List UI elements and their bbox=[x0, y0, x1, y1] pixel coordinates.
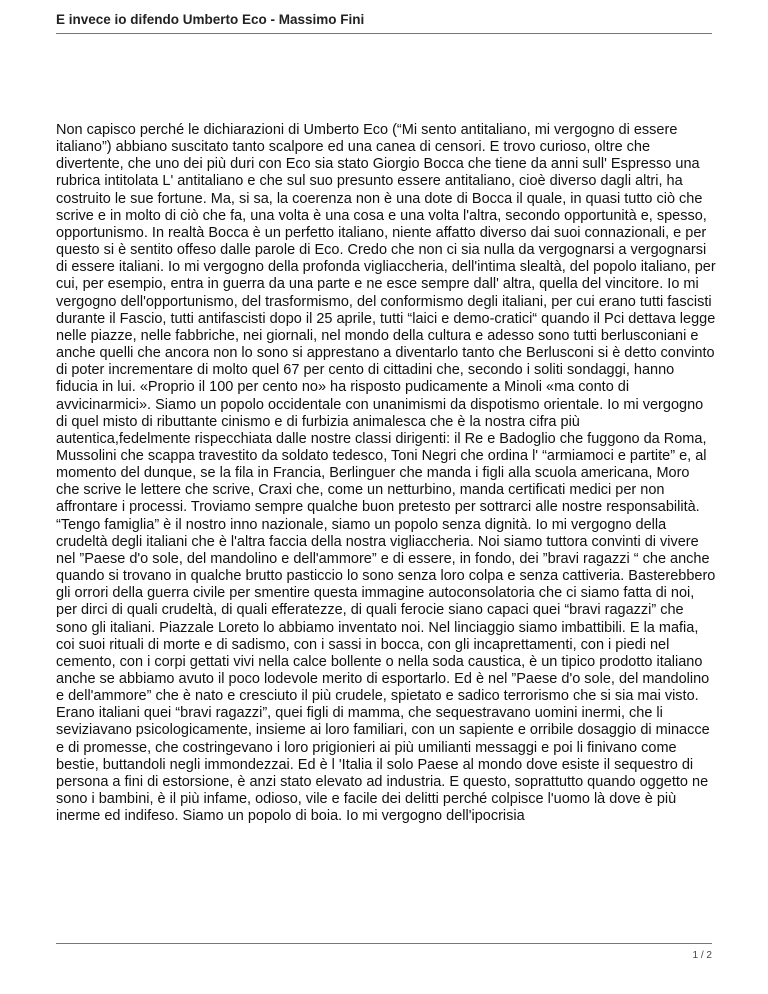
article-paragraph: Non capisco perché le dichiarazioni di Umberto Eco (“Mi sento antitaliano, mi vergogno di essere italiano”) abbiano suscitato tanto scalpore ed una canea di censori. E trovo curioso, oltre che divertente, che uno dei più duri con Eco sia stato Giorgio Bocca che tiene da anni sull' Espresso una rubrica intitolata L' antitaliano e che sul suo presunto essere antitaliano, cioè diverso dagli altri, ha costruito le sue fortune. Ma, si sa, la coerenza non è una dote di Bocca il quale, in quasi tutto ciò che scrive e in molto di ciò che fa, una volta è una cosa e una volta l'altra, secondo opportunità e, spesso, opportunismo. In realtà Bocca è un perfetto italiano, niente affatto diverso dai suoi connazionali, e per questo si è sentito offeso dalle parole di Eco. Credo che non ci sia nulla da vergognarsi a vergognarsi di essere italiani. Io mi vergogno della profonda vigliaccheria, dell'intima slealtà, del popolo italiano, per cui, per esempio, entra in guerra da una parte e ne esce sempre dall' altra, quella del vincitore. Io mi vergogno dell'opportunismo, del trasformismo, del conformismo degli italiani, per cui erano tutti fascisti durante il Fascio, tutti antifascisti dopo il 25 aprile, tutti “laici e demo-cratici“ quando il Pci dettava legge nelle piazze, nelle fabbriche, nei giornali, nel mondo della cultura e adesso sono tutti berlusconiani e anche quelli che ancora non lo sono si apprestano a diventarlo tanto che Berlusconi si è detto convinto di poter incrementare di molto quel 67 per cento di cittadini che, secondo i soliti sondaggi, hanno fiducia in lui. «Proprio il 100 per cento no» ha risposto pudicamente a Minoli «ma conto di avvicinarmici». Siamo un popolo occidentale con unanimismi da dispotismo orientale. Io mi vergogno di quel misto di ributtante cinismo e di furbizia animalesca che è la nostra cifra più autentica,fedelmente rispecchiata dalle nostre classi dirigenti: il Re e Badoglio che fuggono da Roma, Mussolini che scappa travestito da soldato tedesco, Toni Negri che ordina l' “armiamoci e partite” e, al momento del dunque, se la fila in Francia, Berlinguer che manda i figli alla scuola americana, Moro che scrive le lettere che scrive, Craxi che, come un netturbino, manda certificati medici per non affrontare i processi. Troviamo sempre qualche buon pretesto per sottrarci alle nostre responsabilità. “Tengo famiglia” è il nostro inno nazionale, siamo un popolo senza dignità. Io mi vergogno della crudeltà degli italiani che è l'altra faccia della nostra vigliaccheria. Noi siamo tuttora convinti di vivere nel ”Paese d'o sole, del mandolino e dell'ammore” e di essere, in fondo, dei ”bravi ragazzi “ che anche quando si trovano in qualche brutto pasticcio lo sono senza loro colpa e senza cattiveria. Basterebbero gli orrori della guerra civile per smentire questa immagine autoconsolatoria che ci siamo fatta di noi, per dirci di quali crudeltà, di quali efferatezze, di quali ferocie siano capaci quei “bravi ragazzi” che sono gli italiani. Piazzale Loreto lo abbiamo inventato noi. Nel linciaggio siamo imbattibili. E la mafia, coi suoi rituali di morte e di sadismo, con i sassi in bocca, con gli incaprettamenti, con i piedi nel cemento, con i corpi gettati vivi nella calce bollente o nella soda caustica, è un tipico prodotto italiano anche se abbiamo avuto il poco lodevole merito di esportarlo. Ed è nel ”Paese d'o sole, del mandolino e dell'ammore” che è nato e cresciuto il più crudele, spietato e sadico terrorismo che si sia mai visto. Erano italiani quei “bravi ragazzi”, quei figli di mamma, che sequestravano uomini inermi, che li seviziavano psicologicamente, insieme ai loro familiari, con un sapiente e orribile dosaggio di minacce e di promesse, che costringevano i loro prigionieri ai più umilianti messaggi e poi li finivano come bestie, buttandoli negli immondezzai. Ed è l 'Italia il solo Paese al mondo dove esiste il sequestro di persona a fini di estorsione, è anzi stato elevato ad industria. E questo, soprattutto quando oggetto ne sono i bambini, è il più infame, odioso, vile e facile dei delitti perché colpisce l'uomo là dove è più inerme ed indifeso. Siamo un popolo di boia. Io mi vergogno dell'ipocrisia bbox=[56, 122, 716, 825]
header-divider bbox=[56, 33, 712, 34]
page-title: E invece io difendo Umberto Eco - Massimo Fini bbox=[56, 12, 365, 27]
footer-divider bbox=[56, 943, 712, 944]
page-number: 1 / 2 bbox=[692, 950, 712, 961]
